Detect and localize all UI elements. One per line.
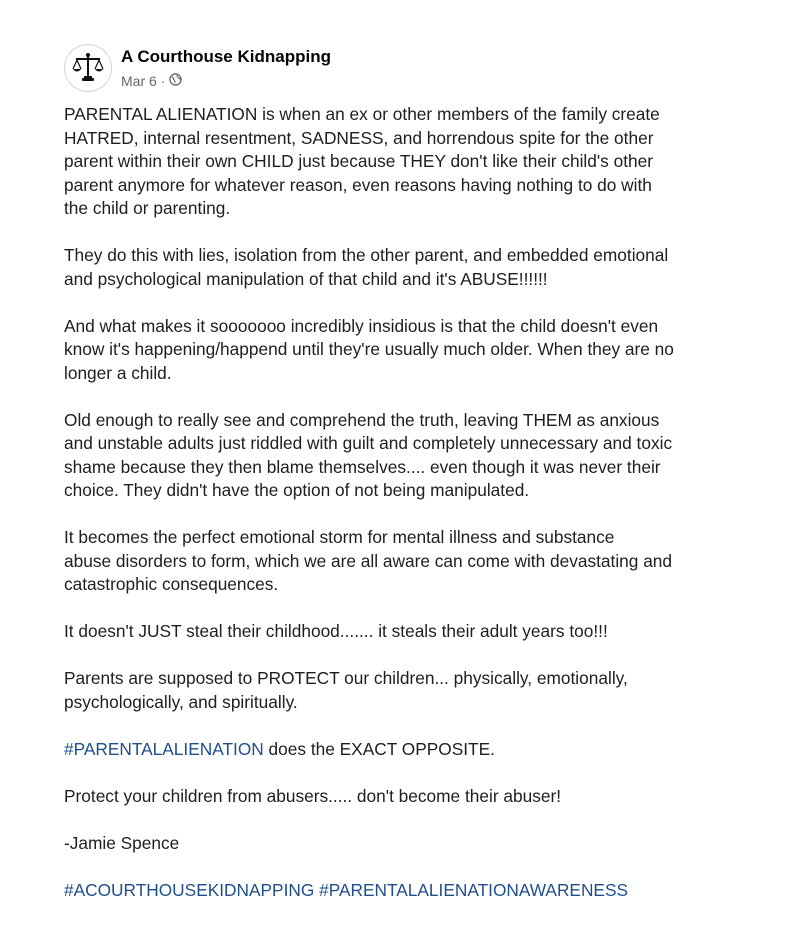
hashtag-link-parentalalienationawareness[interactable]: #PARENTALALIENATIONAWARENESS — [319, 879, 629, 900]
post-paragraph: Protect your children from abusers..... don't become their abuser! — [64, 785, 562, 806]
post-signature: -Jamie Spence — [64, 832, 180, 853]
globe-icon[interactable] — [169, 73, 182, 89]
post-date[interactable]: Mar 6 — [121, 73, 157, 89]
hashtag-line-text: does the EXACT OPPOSITE. — [263, 738, 495, 759]
page-avatar[interactable] — [64, 44, 112, 92]
post-paragraph: It doesn't JUST steal their childhood....... it steals their adult years too!!! — [64, 621, 608, 641]
post-paragraph: It becomes the perfect emotional storm for mental illness and substance abuse disorders to form, which we are all aware can come with devastating and catastrophic consequences. — [64, 527, 673, 594]
post-paragraph: Parents are supposed to PROTECT our children... physically, emotionally, psychologically, and spiritually. — [64, 668, 628, 712]
meta-separator: · — [160, 73, 166, 89]
post-paragraph: And what makes it sooooooo incredibly insidious is that the child doesn't even know it's happening/happend until they're usually much older. When they are no longer a child. — [64, 315, 674, 383]
hashtag-paragraph — [64, 738, 764, 762]
hashtags-paragraph — [64, 879, 764, 903]
post-paragraph: They do this with lies, isolation from the other parent, and embedded emotional and psychological manipulation of that child and it's ABUSE!!!!!! — [64, 245, 669, 289]
hashtag-link-acourthousekidnapping[interactable]: #ACOURTHOUSEKIDNAPPING — [64, 879, 315, 900]
hashtag-link-parental-alienation[interactable]: #PARENTALALIENATION — [64, 738, 264, 759]
page-name-link[interactable]: A Courthouse Kidnapping — [121, 47, 331, 66]
post-paragraph: PARENTAL ALIENATION is when an ex or other members of the family create HATRED, internal resentment, SADNESS, and horrendous spite for the other parent within their own CHILD just because THEY don't like their child's other parent anymore for whatever reason, even reasons having nothing to do with the child or parenting. — [64, 104, 660, 218]
post-body — [64, 103, 764, 926]
scales-of-justice-icon — [71, 51, 105, 85]
post-meta — [121, 73, 182, 89]
post-paragraph: Old enough to really see and comprehend the truth, leaving THEM as anxious and unstable adults just riddled with guilt and completely unnecessary and toxic shame because they then blame themselves.... even though it was never their choice. They didn't have the option of not being manipulated. — [64, 409, 673, 500]
